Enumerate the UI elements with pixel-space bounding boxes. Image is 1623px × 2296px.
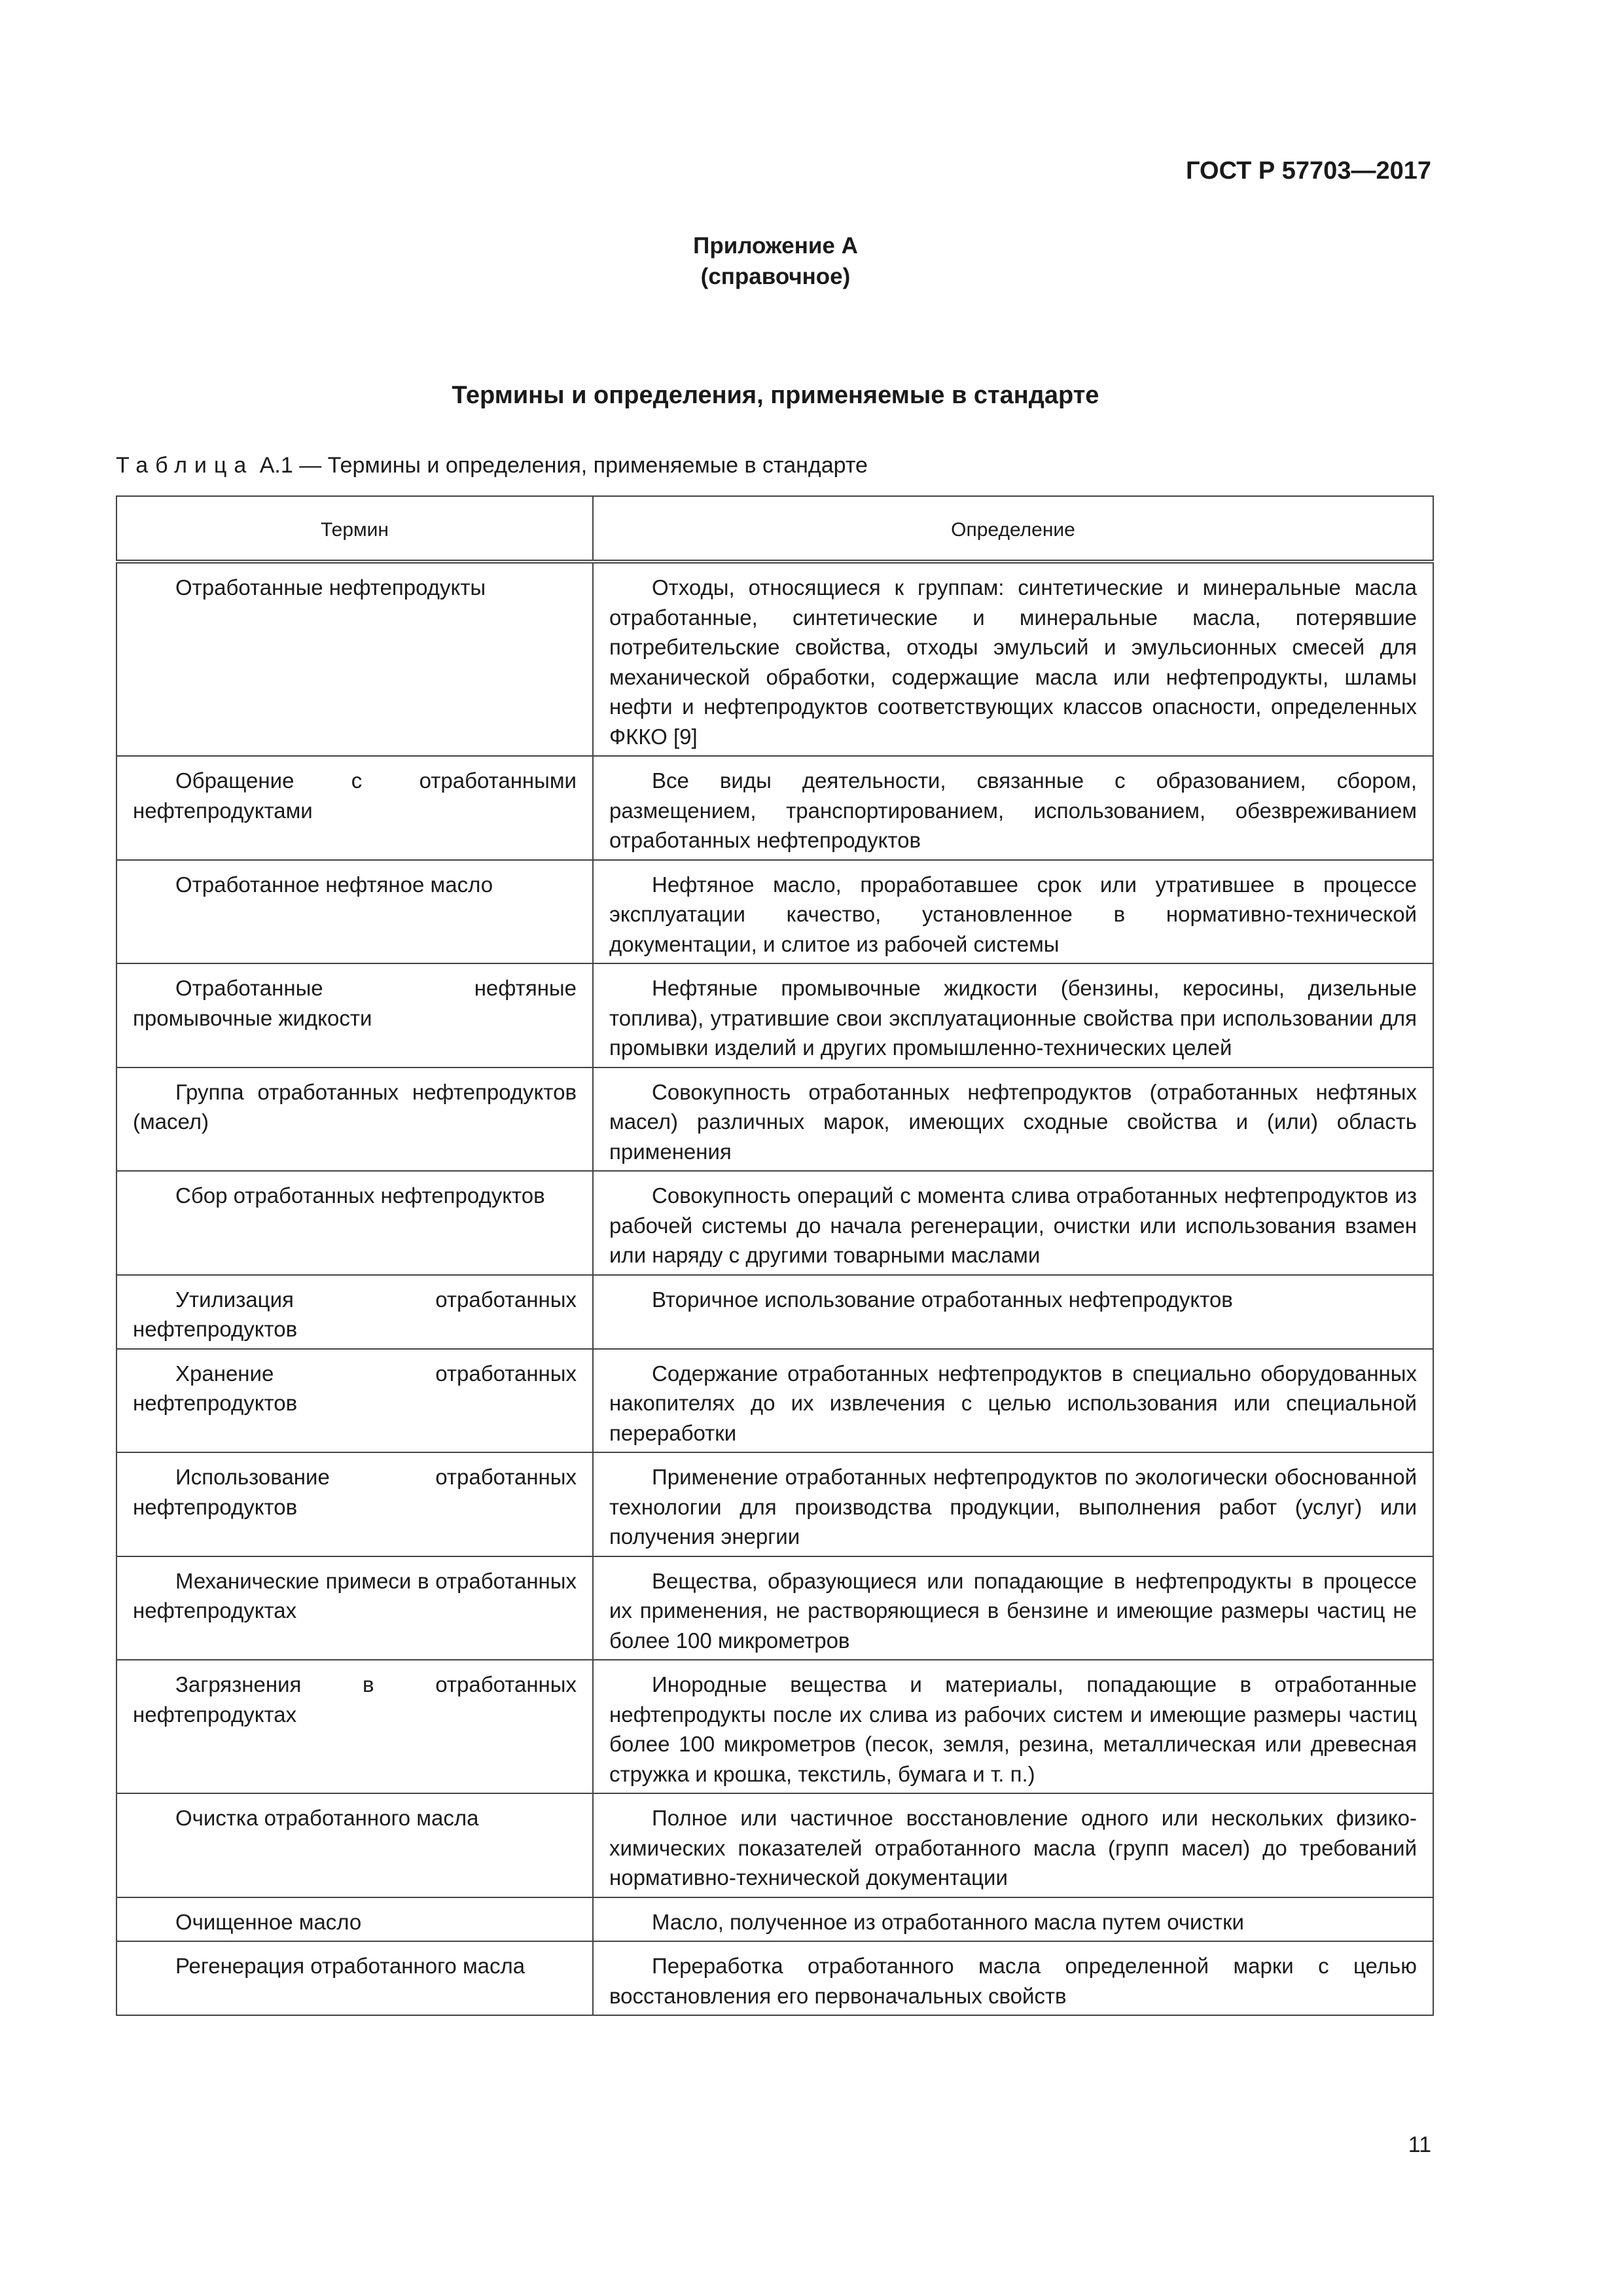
table-row [116, 1941, 1433, 2015]
term-cell: Очищенное масло [116, 1897, 593, 1942]
definition-cell: Совокупность отработанных нефтепродуктов (отработанных нефтяных масел) различных марок, имеющих сходные свойства и (или) область применения [593, 1067, 1433, 1172]
term-cell: Отработанные нефтепродукты [116, 562, 593, 756]
definition-cell: Нефтяные промывочные жидкости (бензины, керосины, дизельные топлива), утратившие свои эксплуатационные свойства при использовании для промывки изделий и других промышленно-технических целей [593, 963, 1433, 1067]
definition-cell: Отходы, относящиеся к группам: синтетические и минеральные масла отработанные, синтетические и минеральные масла, потерявшие потребительские свойства, отходы эмульсий и эмульсионных смесей для механической обработки, содержащие масла или нефтепродукты, шламы нефти и нефтепродуктов соответствующих классов опасности, определенных ФККО [9] [593, 562, 1433, 756]
table-header-row [116, 496, 1433, 562]
definition-cell: Масло, полученное из отработанного масла путем очистки [593, 1897, 1433, 1942]
term-cell: Утилизация отработанных нефтепродуктов [116, 1275, 593, 1349]
term-cell: Обращение с отработанными нефтепродуктами [116, 756, 593, 860]
column-header-definition: Определение [593, 496, 1433, 562]
definition-cell: Вещества, образующиеся или попадающие в нефтепродукты в процессе их применения, не растворяющиеся в бензине и имеющие размеры частиц не более 100 микрометров [593, 1556, 1433, 1660]
term-cell: Сбор отработанных нефтепродуктов [116, 1171, 593, 1275]
table-row [116, 562, 1433, 756]
term-cell: Загрязнения в отработанных нефтепродуктах [116, 1660, 593, 1793]
table-row [116, 1171, 1433, 1275]
term-cell: Механические примеси в отработанных нефтепродуктах [116, 1556, 593, 1660]
term-cell: Использование отработанных нефтепродуктов [116, 1452, 593, 1556]
definition-cell: Переработка отработанного масла определенной марки с целью восстановления его первоначальных свойств [593, 1941, 1433, 2015]
table-row [116, 963, 1433, 1067]
table-caption-text: А.1 — Термины и определения, применяемые в стандарте [253, 453, 868, 478]
definition-cell: Применение отработанных нефтепродуктов по экологически обоснованной технологии для производства продукции, выполнения работ (услуг) или получения энергии [593, 1452, 1433, 1556]
term-cell: Отработанные нефтяные промывочные жидкости [116, 963, 593, 1067]
definition-cell: Инородные вещества и материалы, попадающие в отработанные нефтепродукты после их слива из рабочих систем и имеющие размеры частиц более 100 микрометров (песок, земля, резина, металлическая или древесная стружка и крошка, текстиль, бумага и т. п.) [593, 1660, 1433, 1793]
definition-cell: Вторичное использование отработанных нефтепродуктов [593, 1275, 1433, 1349]
annex-title: Приложение А [693, 233, 858, 259]
term-cell: Отработанное нефтяное масло [116, 860, 593, 964]
table-caption [116, 453, 868, 478]
definition-cell: Все виды деятельности, связанные с образованием, сбором, размещением, транспортированием, использованием, обезвреживанием отработанных нефтепродуктов [593, 756, 1433, 860]
terms-table [116, 495, 1434, 2016]
annex-subtitle: (справочное) [700, 264, 851, 289]
table-row [116, 756, 1433, 860]
term-cell: Очистка отработанного масла [116, 1793, 593, 1897]
annex-header [0, 230, 1551, 292]
standard-code: ГОСТ Р 57703—2017 [1186, 157, 1431, 185]
table-row [116, 1067, 1433, 1172]
definition-cell: Содержание отработанных нефтепродуктов в специально оборудованных накопителях до их извлечения с целью использования или специальной переработки [593, 1349, 1433, 1453]
annex-heading: Термины и определения, применяемые в стандарте [452, 382, 1099, 409]
page-number: 11 [1408, 2132, 1431, 2157]
table-row [116, 860, 1433, 964]
table-row [116, 1349, 1433, 1453]
table-row [116, 1556, 1433, 1660]
table-row [116, 1660, 1433, 1793]
definition-cell: Полное или частичное восстановление одного или нескольких физико-химических показателей отработанного масла (групп масел) до требований нормативно-технической документации [593, 1793, 1433, 1897]
table-row [116, 1897, 1433, 1942]
term-cell: Хранение отработанных нефтепродуктов [116, 1349, 593, 1453]
column-header-term: Термин [116, 496, 593, 562]
table-row [116, 1452, 1433, 1556]
table-caption-label: Таблица [116, 453, 254, 478]
table-row [116, 1275, 1433, 1349]
definition-cell: Нефтяное масло, проработавшее срок или утратившее в процессе эксплуатации качество, установленное в нормативно-технической документации, и слитое из рабочей системы [593, 860, 1433, 964]
term-cell: Группа отработанных нефтепродуктов (масел) [116, 1067, 593, 1172]
definition-cell: Совокупность операций с момента слива отработанных нефтепродуктов из рабочей системы до начала регенерации, очистки или использования взамен или наряду с другими товарными маслами [593, 1171, 1433, 1275]
table-row [116, 1793, 1433, 1897]
term-cell: Регенерация отработанного масла [116, 1941, 593, 2015]
